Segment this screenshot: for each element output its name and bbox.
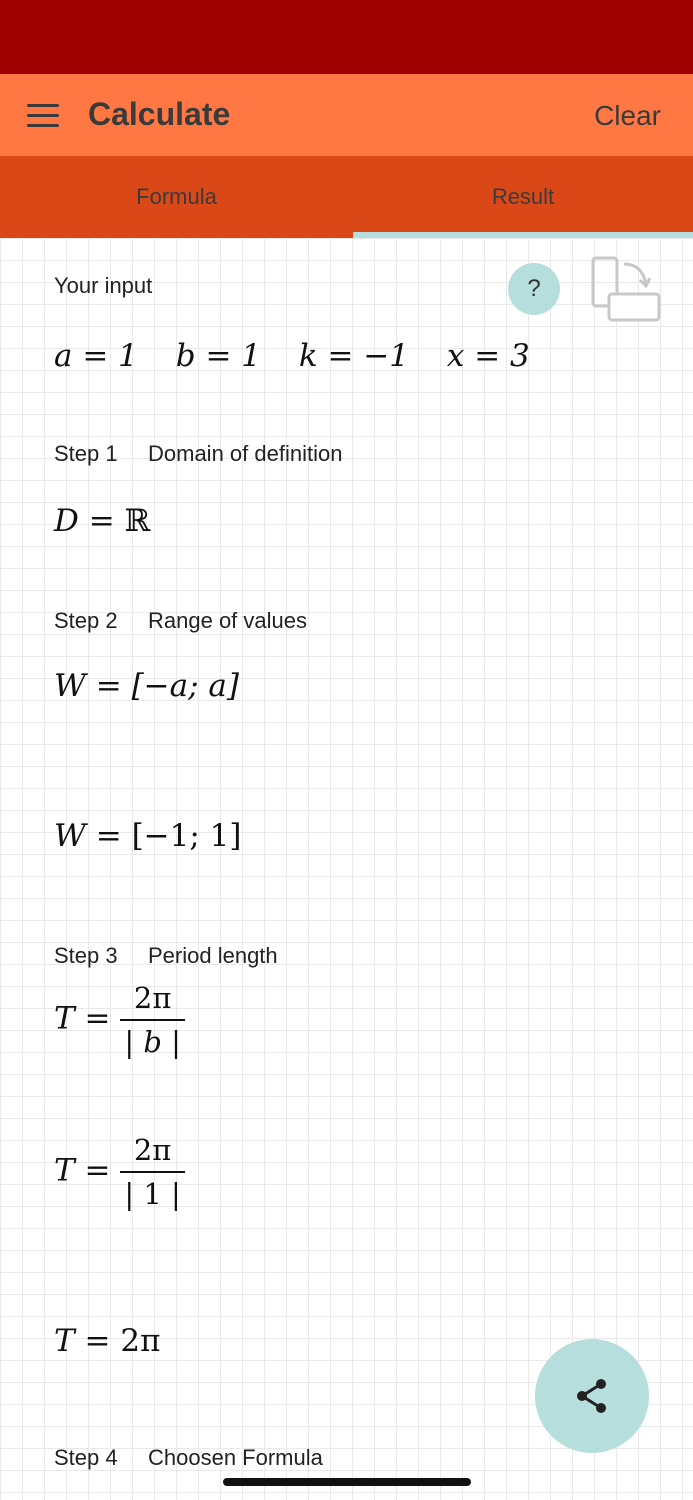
share-icon <box>572 1376 612 1416</box>
step-1-number: Step 1 <box>54 441 118 466</box>
status-bar <box>0 0 693 74</box>
period-formula-value: T = 2π <box>54 1323 161 1359</box>
home-indicator <box>223 1478 471 1486</box>
step-1-name: Domain of definition <box>148 441 343 466</box>
step-3-name: Period length <box>148 943 278 968</box>
step-4-number: Step 4 <box>54 1445 118 1470</box>
input-x: x = 3 <box>446 338 530 374</box>
input-b: b = 1 <box>175 338 261 374</box>
input-values <box>54 338 530 374</box>
share-button[interactable] <box>535 1339 649 1453</box>
tab-bar <box>0 156 693 238</box>
input-k: k = −1 <box>298 338 410 374</box>
domain-formula: D = ℝ <box>54 503 151 539</box>
period-formula-substituted: T = $\frac{2\pi}{| 1 |}$ <box>54 1133 185 1211</box>
clear-button[interactable]: Clear <box>594 100 661 131</box>
your-input-label: Your input <box>54 273 153 298</box>
tab-selected-indicator <box>353 232 693 238</box>
tab-result[interactable]: Result <box>491 184 555 209</box>
step-3-number: Step 3 <box>54 943 118 968</box>
range-formula-general: W = [−a; a] <box>54 668 239 704</box>
range-formula-value: W = [−1; 1] <box>54 818 242 854</box>
rotate-device-icon[interactable] <box>590 256 662 322</box>
step-4-name: Choosen Formula <box>148 1445 323 1470</box>
step-2-name: Range of values <box>148 608 307 633</box>
period-formula-general: T = $\frac{2\pi}{| b |}$ <box>54 981 185 1059</box>
help-button[interactable]: ? <box>508 263 560 315</box>
menu-icon[interactable] <box>27 104 59 128</box>
page-title: Calculate <box>88 96 231 132</box>
input-a: a = 1 <box>54 338 138 374</box>
tab-formula[interactable]: Formula <box>136 184 217 209</box>
step-2-number: Step 2 <box>54 608 118 633</box>
